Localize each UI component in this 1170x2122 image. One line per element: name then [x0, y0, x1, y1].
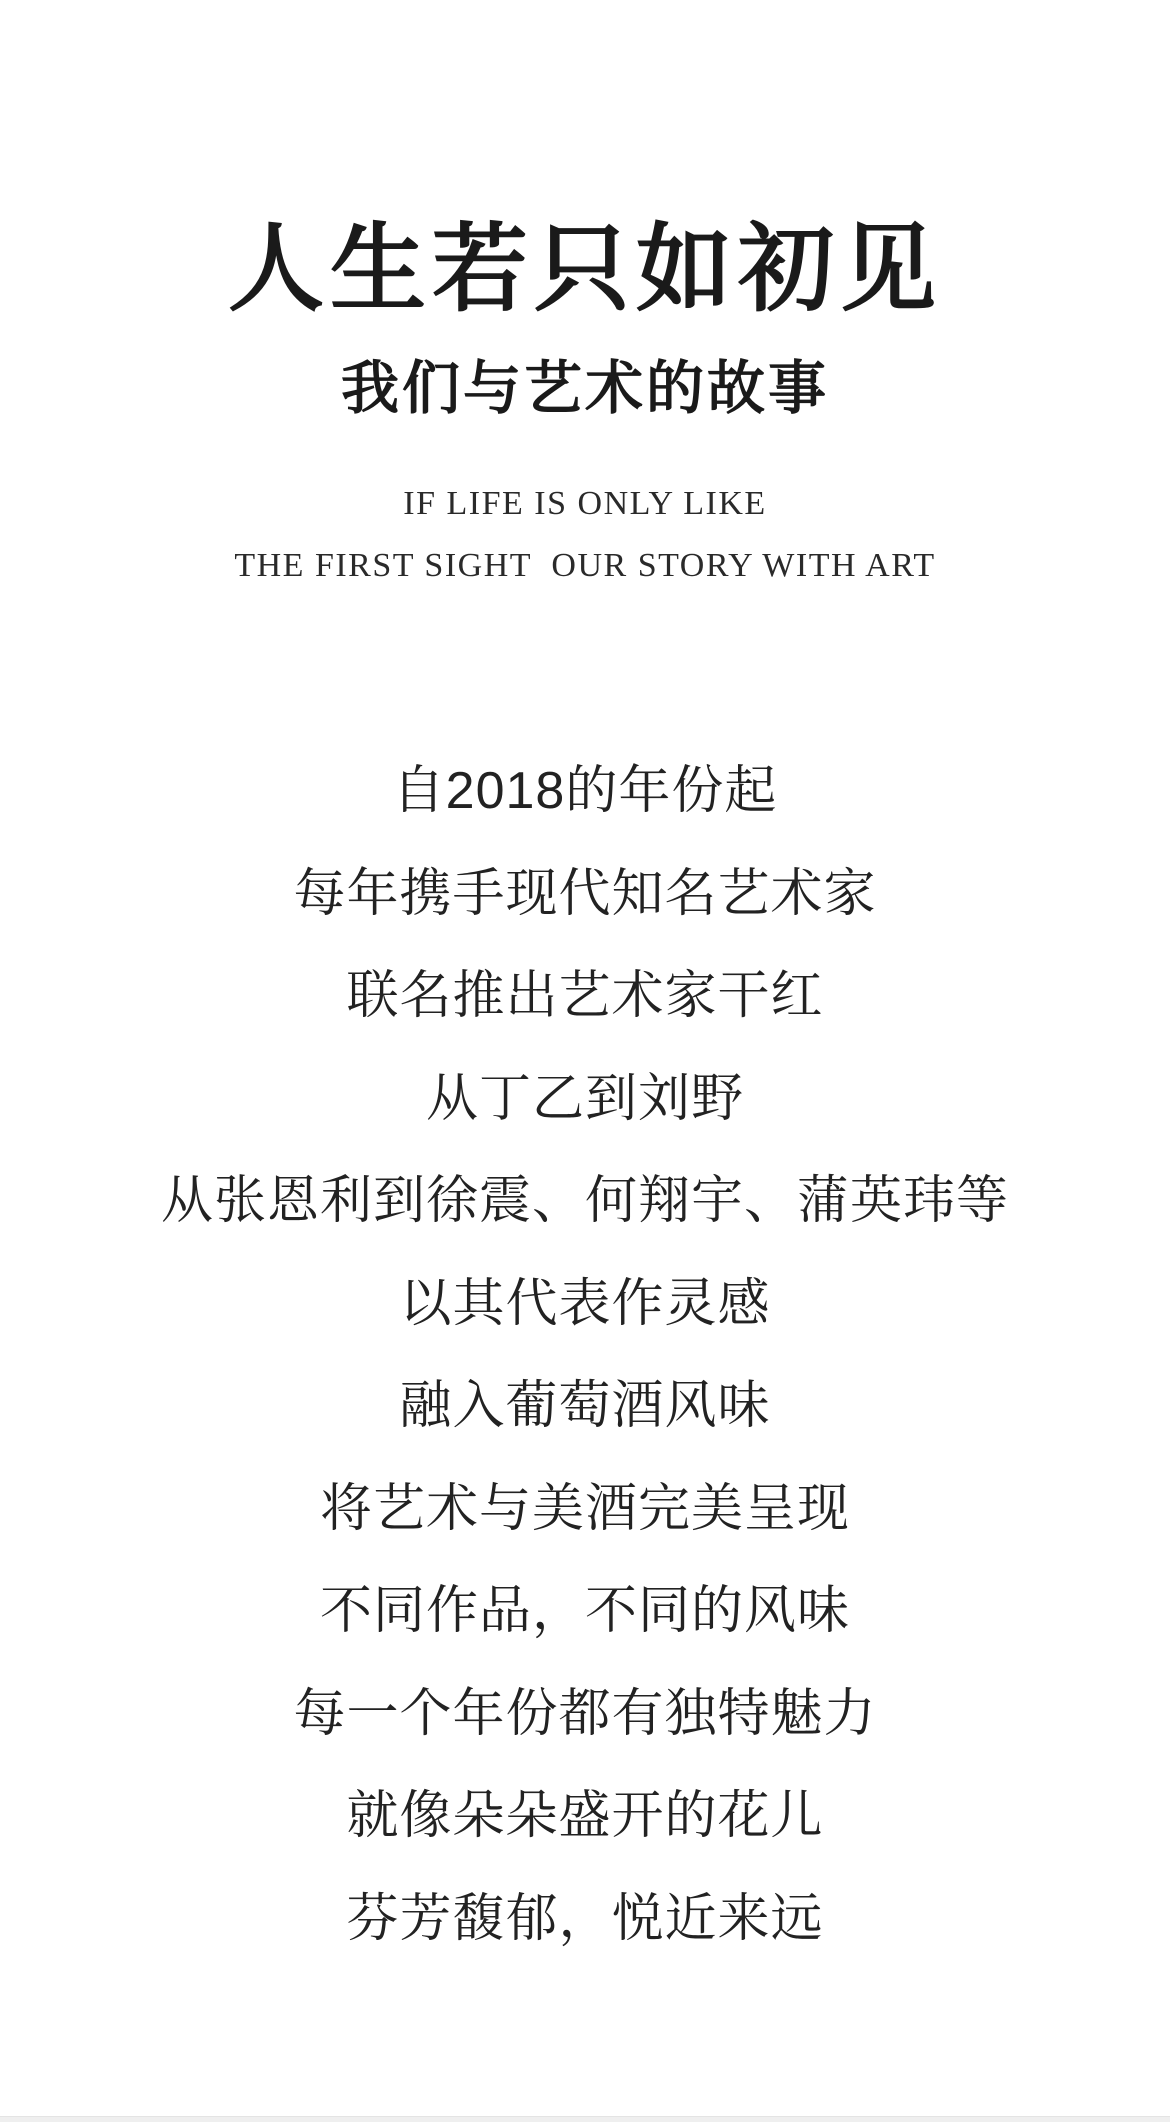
footer-bar	[0, 2116, 1170, 2122]
body-line: 将艺术与美酒完美呈现	[319, 1479, 850, 1538]
body-line: 自2018的年份起	[392, 762, 778, 820]
body-line: 芬芳馥郁，悦近来远	[346, 1889, 824, 1948]
body-line: 每年携手现代知名艺术家	[293, 864, 877, 923]
body-line: 每一个年份都有独特魅力	[293, 1684, 877, 1743]
body-line: 联名推出艺术家干红	[346, 967, 824, 1025]
body-text	[0, 740, 1170, 1970]
body-line: 从丁乙到刘野	[425, 1069, 744, 1128]
body-line: 以其代表作灵感	[399, 1274, 771, 1333]
body-line: 从张恩利到徐震、何翔宇、蒲英玮等	[160, 1172, 1009, 1230]
page-subtitle: 我们与艺术的故事	[340, 356, 829, 421]
body-line: 不同作品，不同的风味	[319, 1582, 850, 1640]
body-line: 融入葡萄酒风味	[399, 1377, 771, 1435]
body-line: 就像朵朵盛开的花儿	[346, 1787, 824, 1845]
page-title: 人生若只如初见	[228, 216, 942, 323]
english-tagline-line2: THE FIRST SIGHT OUR STORY WITH ART	[234, 547, 936, 584]
english-tagline-line1: IF LIFE IS ONLY LIKE	[403, 485, 767, 522]
